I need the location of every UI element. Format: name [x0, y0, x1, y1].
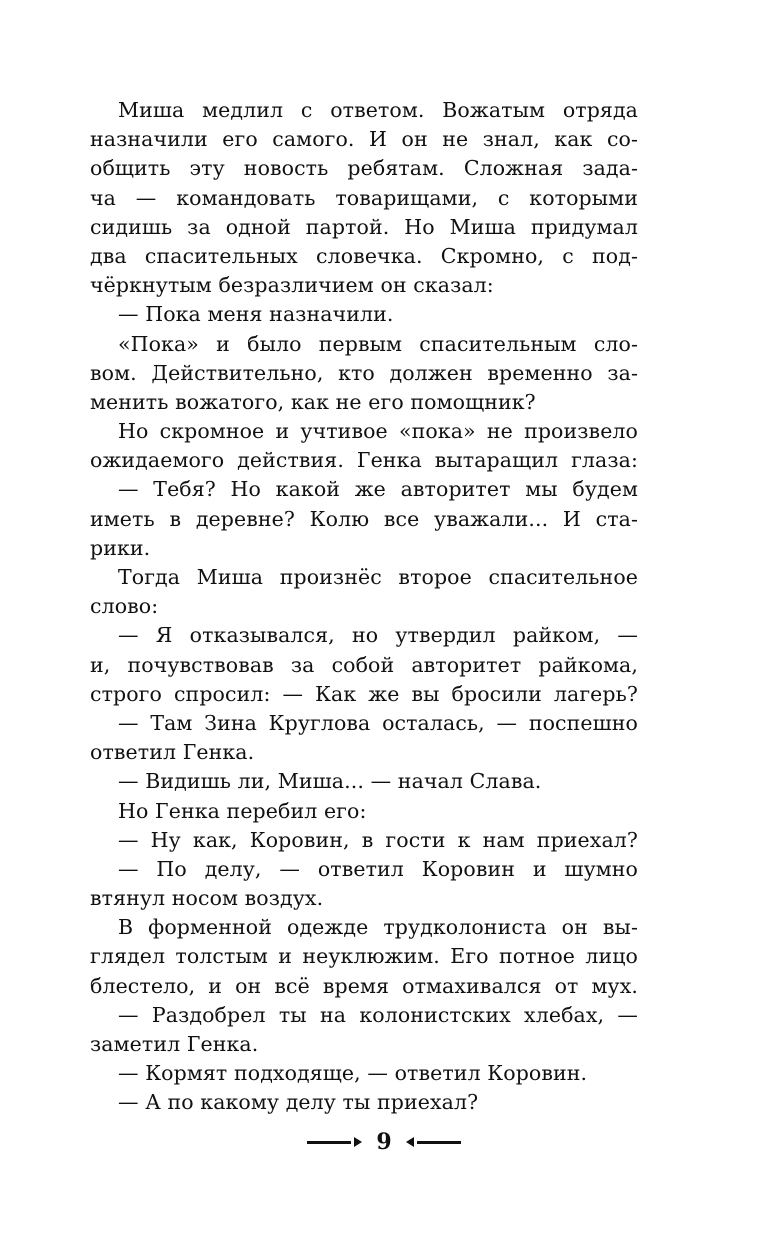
- text-line: два спасительных словечка. Скромно, с под-: [90, 243, 638, 268]
- text-line: заметил Генка.: [90, 1032, 259, 1056]
- text-line: общить эту новость ребятам. Сложная зада-: [90, 156, 638, 181]
- page-text-block: [90, 96, 638, 1118]
- text-line: Миша медлил с ответом. Вожатым отряда: [118, 98, 638, 122]
- text-line: — Я отказывался, но утвердил райком, —: [118, 623, 638, 648]
- text-line: — Тебя? Но какой же авторитет мы будем: [118, 477, 638, 502]
- ornament-rule: [417, 1141, 461, 1144]
- text-line: назначили его самого. И он не знал, как со-: [90, 127, 638, 152]
- text-line: «Пока» и было первым спасительным сло-: [118, 331, 638, 356]
- text-line: менить вожатого, как не его помощник?: [90, 389, 536, 414]
- text-line: — По делу, — ответил Коровин и шумно: [118, 856, 638, 881]
- text-line: Но скромное и учтивое «пока» не произвело: [118, 419, 638, 444]
- arrow-right-icon: [354, 1137, 362, 1147]
- folio-left-ornament: [307, 1137, 362, 1147]
- text-line: — Ну как, Коровин, в гости к нам приехал?: [118, 827, 638, 852]
- text-line: ответил Генка.: [90, 740, 255, 765]
- text-line: В форменной одежде трудколониста он вы-: [118, 915, 638, 940]
- text-line: Тогда Миша произнёс второе спасительное: [118, 565, 638, 589]
- page-footer: [0, 1126, 768, 1158]
- text-line: втянул носом воздух.: [90, 886, 324, 911]
- text-line: — А по какому делу ты приехал?: [118, 1090, 479, 1115]
- text-line: чёркнутым безразличием он сказал:: [90, 273, 494, 298]
- text-line: слово:: [90, 594, 159, 619]
- text-line: ча — командовать товарищами, с которыми: [90, 185, 638, 210]
- text-line: и, почувствовав за собой авторитет райкома,: [90, 652, 638, 677]
- text-line: блестело, и он всё время отмахивался от мух.: [90, 973, 638, 998]
- text-line: — Там Зина Круглова осталась, — поспешно: [118, 710, 638, 735]
- text-line: — Раздобрел ты на колонистских хлебах, —: [118, 1002, 638, 1027]
- text-line: ожидаемого действия. Генка вытаращил глаза:: [90, 448, 638, 473]
- text-line: рики.: [90, 535, 151, 560]
- text-line: — Кормят подходяще, — ответил Коровин.: [118, 1061, 588, 1086]
- text-line: — Видишь ли, Миша... — начал Слава.: [118, 769, 542, 794]
- arrow-left-icon: [406, 1137, 414, 1147]
- text-line: — Пока меня назначили.: [118, 302, 394, 327]
- text-line: глядел толстым и неуклюжим. Его потное лицо: [90, 944, 638, 969]
- text-line: сидишь за одной партой. Но Миша придумал: [90, 214, 638, 239]
- text-line: вом. Действительно, кто должен временно за-: [90, 360, 638, 385]
- text-line: строго спросил: — Как же вы бросили лагерь?: [90, 681, 638, 706]
- text-line: Но Генка перебил его:: [118, 798, 367, 823]
- text-line: иметь в деревне? Колю все уважали... И ста-: [90, 506, 638, 531]
- page-number: 9: [376, 1129, 392, 1155]
- ornament-rule: [307, 1141, 351, 1144]
- folio-right-ornament: [406, 1137, 461, 1147]
